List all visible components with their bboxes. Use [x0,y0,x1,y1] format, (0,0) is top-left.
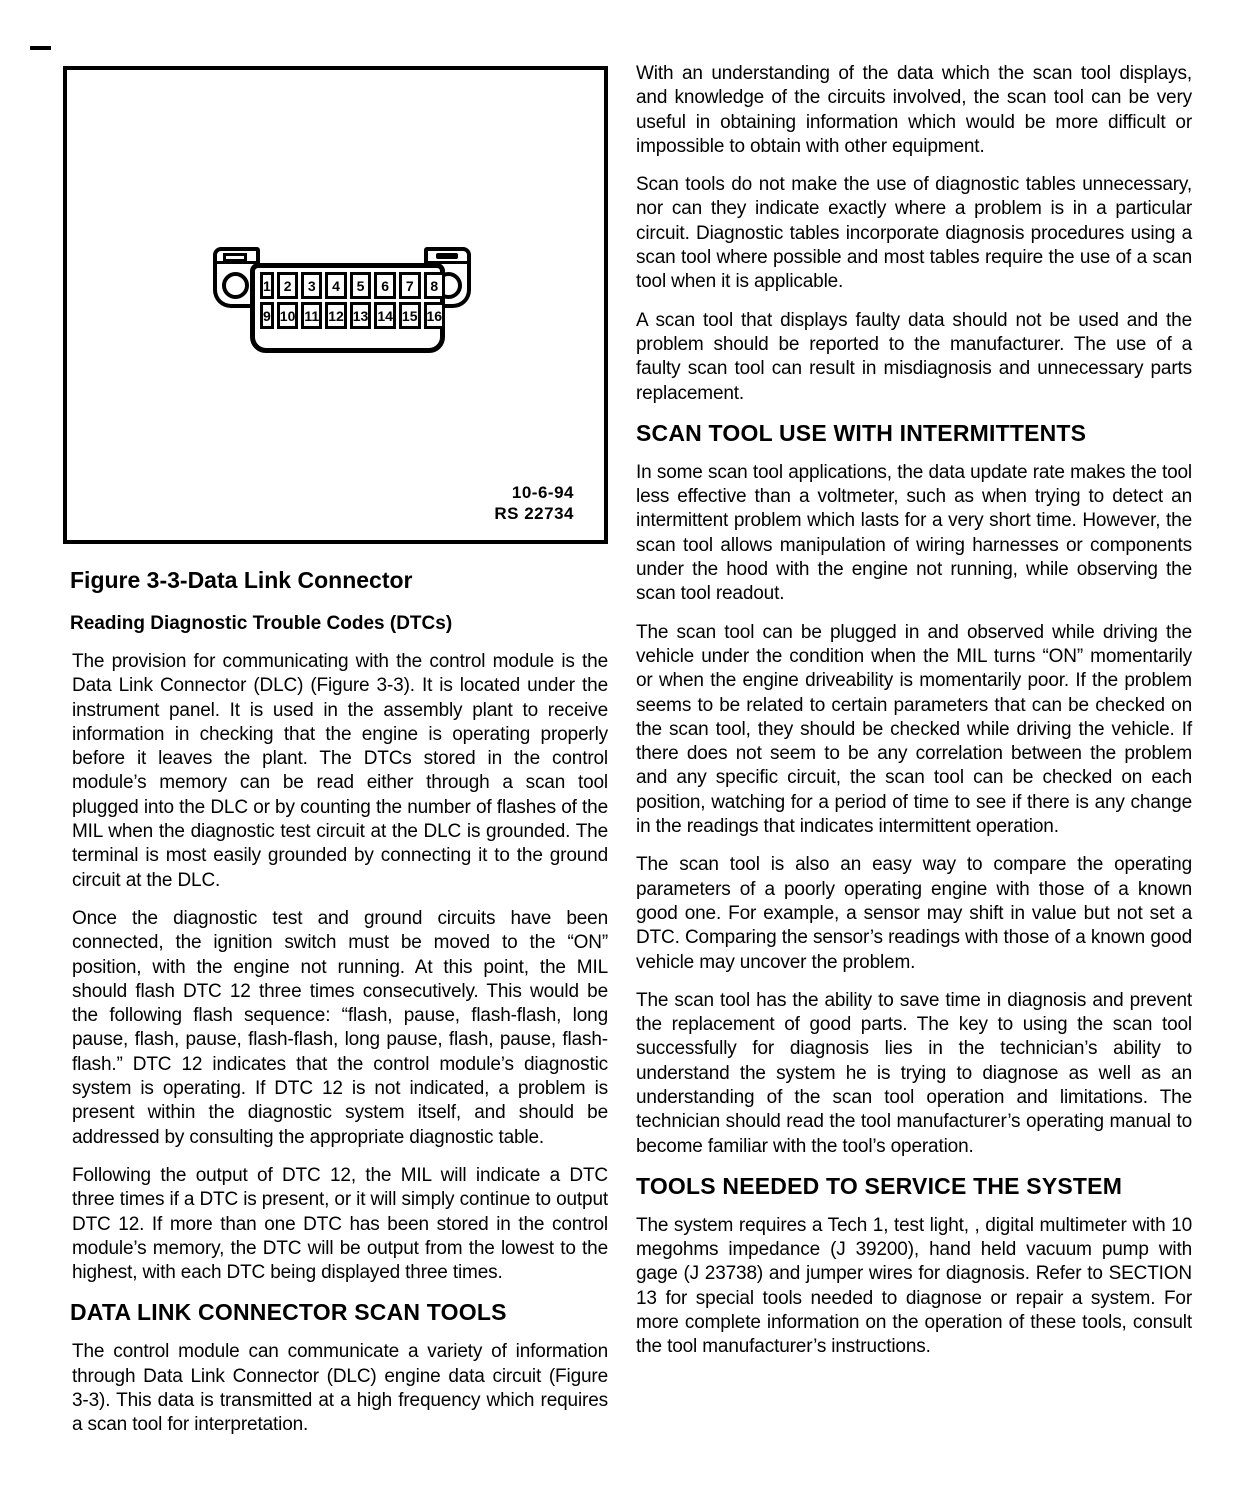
left-column [63,60,608,1452]
paragraph: The scan tool can be plugged in and observed while driving the vehicle under the condition when the MIL turns “ON” momentarily or when the engine driveability is momentarily poor. If the problem seems to be related to certain parameters that can be checked on the scan tool, they should be checked while driving the vehicle. If there does not seem to be any correlation between the problem and any specific circuit, the scan tool can be checked on each position, watching for a period of time to see if there is any change in the readings that indicates intermittent operation. [636,621,1192,838]
paragraph: In some scan tool applications, the data update rate makes the tool less effective than a voltmeter, such as when trying to detect an intermittent problem which lasts for a very short time. However, the scan tool allows manipulation of wiring harnesses or components under the hood with the engine not running, while observing the scan tool readout. [636,461,1192,605]
figure-3-3-box [63,66,608,544]
pin-cell-4: 4 [325,272,347,299]
pin-cell-16: 16 [424,302,446,329]
paragraph: Once the diagnostic test and ground circuits have been connected, the ignition switch must be moved to the “ON” position, with the engine not running. At this point, the MIL should flash DTC 12 three times consecutively. This would be the following flash sequence: “flash, pause, flash-flash, long pause, flash, pause, flash-flash, long pause, flash, pause, flash-flash.” DTC 12 indicates that the control module’s diagnostic system is operating. If DTC 12 is not indicated, a problem is present within the diagnostic system itself, and should be addressed by consulting the appropriate diagnostic table. [72,907,608,1148]
figure-caption: Figure 3-3-Data Link Connector [70,567,413,593]
paragraph: Scan tools do not make the use of diagnostic tables unnecessary, nor can they indicate exactly where a problem is in a particular circuit. Diagnostic tables incorporate diagnosis procedures using a scan tool where possible and most tables require the use of a scan tool when it is applicable. [636,174,1192,293]
paragraph: Following the output of DTC 12, the MIL will indicate a DTC three times if a DTC is present, or it will simply continue to output DTC 12. If more than one DTC has been stored in the control module’s memory, the DTC will be output from the lowest to the highest, with each DTC being displayed three times. [72,1164,608,1284]
paragraph: The scan tool has the ability to save time in diagnosis and prevent the replacement of good parts. The key to using the scan tool successfully for diagnosis lies in the technician’s ability to understand the system he is trying to diagnose as well as an understanding of the scan tool operation and limitations. The technician should read the tool manufacturer’s operating manual to become familiar with the tool’s operation. [636,989,1192,1157]
figure-stamp [494,482,574,524]
paragraph: The provision for communicating with the control module is the Data Link Connector (DLC) (Figure 3-3). It is located under the instrument panel. It is used in the assembly plant to receive information in checking that the engine is operating properly before it leaves the plant. The DTCs stored in the control module’s memory can be read either through a scan tool plugged into the DLC or by counting the number of flashes of the MIL when the diagnostic test circuit at the DLC is grounded. The terminal is most easily grounded by connecting it to the ground circuit at the DLC. [72,651,608,891]
pin-cell-8: 8 [424,272,446,299]
pin-cell-9: 9 [260,302,274,329]
subheading-reading-dtcs: Reading Diagnostic Trouble Codes (DTCs) [70,613,453,634]
heading-tools-needed: TOOLS NEEDED TO SERVICE THE SYSTEM [636,1172,1123,1199]
heading-dlc-scan-tools: DATA LINK CONNECTOR SCAN TOOLS [70,1299,507,1326]
connector-pin-grid [260,272,443,329]
heading-scan-tool-intermittents: SCAN TOOL USE WITH INTERMITTENTS [636,419,1087,446]
pin-cell-2: 2 [277,272,299,299]
dlc-connector-diagram [213,245,471,351]
paragraph: A scan tool that displays faulty data should not be used and the problem should be reported to the manufacturer. The use of a faulty scan tool can result in misdiagnosis and unnecessary parts replacement. [636,309,1192,404]
pin-cell-10: 10 [277,302,299,329]
connector-body [250,263,445,353]
connector-left-tab-strip [217,251,256,264]
page-margin-mark [30,46,51,50]
paragraph: The system requires a Tech 1, test light, , digital multimeter with 10 megohms impedance (J 39200), hand held vacuum pump with gage (J 23738) and jumper wires for diagnosis. Refer to SECTION 13 for special tools needed to diagnose or repair a system. For more complete information on the operation of these tools, consult the tool manufacturer’s instructions. [636,1214,1192,1358]
pin-cell-11: 11 [301,302,322,329]
figure-stamp-ref: RS 22734 [494,504,574,523]
figure-stamp-date: 10-6-94 [511,483,574,502]
pin-cell-13: 13 [350,302,372,329]
right-column [636,60,1192,1374]
pin-cell-1: 1 [260,272,274,299]
pin-cell-5: 5 [350,272,372,299]
paragraph: The scan tool is also an easy way to compare the operating parameters of a poorly operating engine with those of a known good one. For example, a sensor may shift in value but not set a DTC. Comparing the sensor’s readings with those of a known good vehicle may uncover the problem. [636,854,1192,973]
paragraph: The control module can communicate a variety of information through Data Link Connector (DLC) engine data circuit (Figure 3-3). This data is transmitted at a high frequency which requires a scan tool for interpretation. [72,1341,608,1436]
connector-left-slot [223,253,247,262]
paragraph: With an understanding of the data which the scan tool displays, and knowledge of the circuits involved, the scan tool can be very useful in obtaining information which would be more difficult or impossible to obtain with other equipment. [636,63,1192,157]
pin-cell-14: 14 [374,302,396,329]
connector-left-mount-hole [222,272,249,299]
pin-cell-7: 7 [399,272,421,299]
pin-cell-12: 12 [325,302,347,329]
pin-cell-3: 3 [301,272,322,299]
connector-right-slot [436,253,458,259]
pin-cell-6: 6 [374,272,396,299]
pin-cell-15: 15 [399,302,421,329]
